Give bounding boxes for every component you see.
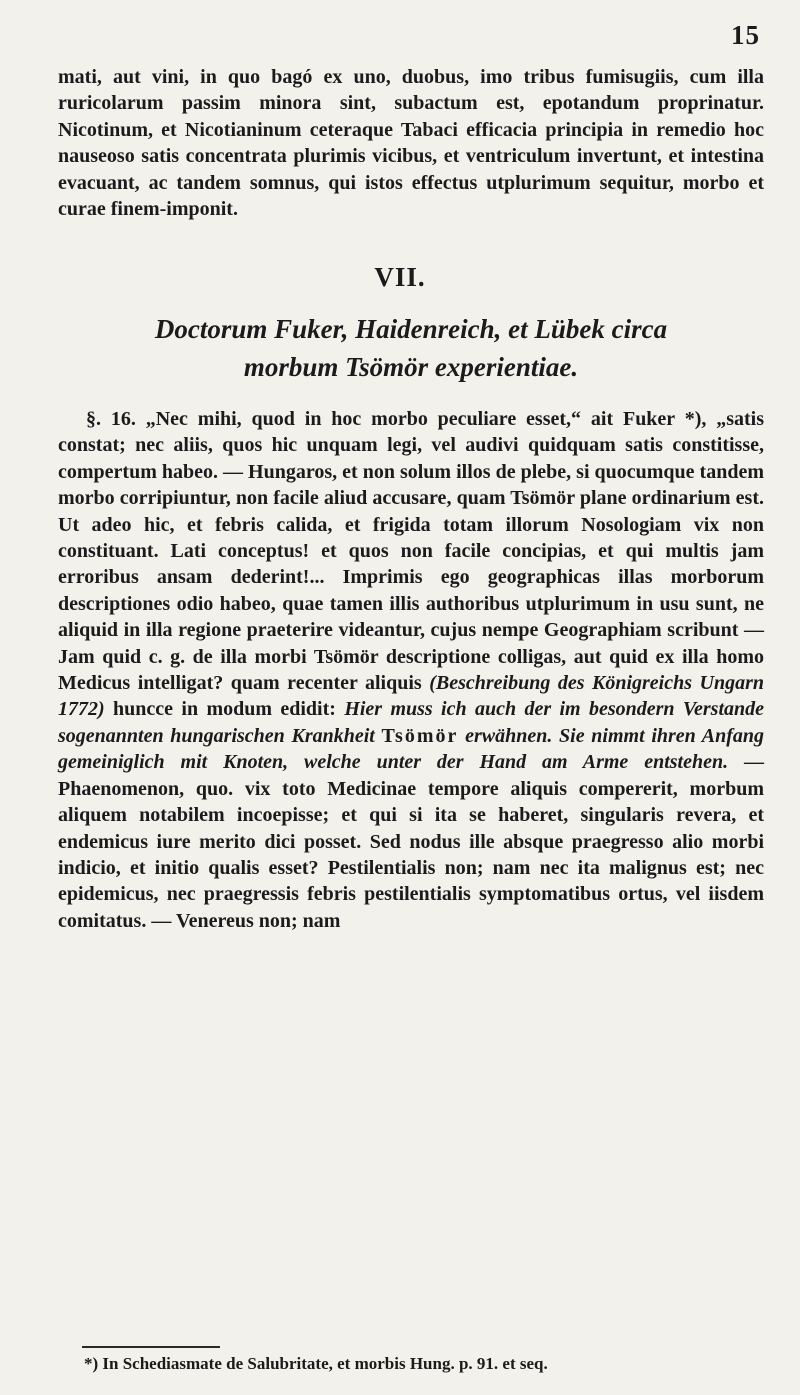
citation: (Beschreibung des Königreichs Ungarn 1772) bbox=[58, 672, 764, 721]
body-text-part-1: §. 16. „Nec mihi, quod in hoc morbo peculiare esset,“ ait Fuker *), „satis constat; nec aliis, quos hic unquam legi, vel audivi quidquam satis constitisse, compertum habeo. — Hungaros, et non solum illos de plebe, si quocumque tandem morbo corripiuntur, non facile aliud accusare, quam Tsömör plane ordinarium est. Ut adeo hic, et febris calida, et frigida totam illorum Nosologiam vix non constituant. Lati conceptus! et quos non facile concipias, et qui multis jam erroribus ansam dederint!... Imprimis ego geographicas illas morborum descriptiones odio habeo, quae tamen illis authoribus utplurimum in usu sunt, ne aliquid in illa regione praeterire videantur, cujus nempe Geographiam scribunt — Jam quid c. g. de illa morbi Tsömör descriptione colligas, aut quid ex illa homo Medicus intelligat? quam recenter aliquis bbox=[58, 408, 764, 695]
body-text-part-2: huncce in modum edidit: bbox=[113, 698, 336, 721]
section-title-line-1: Doctorum Fuker, Haidenreich, et Lübek circa bbox=[154, 314, 668, 344]
tsomor-word: Tsömör bbox=[381, 724, 459, 747]
page-number: 15 bbox=[731, 20, 760, 50]
section-title bbox=[58, 310, 764, 386]
footnote-divider bbox=[82, 1346, 220, 1348]
body-text-part-3: — Phaenomenon, quo. vix toto Medicinae tempore aliquis compererit, morbum aliquem notabilem incoepisse; et qui si ita se haberet, singularis revera, et endemicus iure merito dici posset. Sed nodus ille absque praegresso alio morbi indicio, et initio qualis esset? Pestilentialis non; nam nec ita malignus est; nec epidemicus, nec praegressis febris pestilentialis symptomatibus ortus, vel iisdem comitatus. — Venereus non; nam bbox=[58, 751, 765, 932]
paragraph-body bbox=[58, 406, 764, 934]
main-paragraph bbox=[58, 406, 764, 934]
section-title-line-2: morbum Tsömör experientiae. bbox=[243, 352, 579, 382]
german-quote-a: Hier muss ich auch der im besondern Verstande sogenannten hungarischen Krankheit bbox=[58, 698, 765, 747]
top-paragraph: mati, aut vini, in quo bagó ex uno, duobus, imo tribus fumisugiis, cum illa ruricolarum passim minora sint, subactum est, epotandum proprinatur. Nicotinum, et Nicotianinum ceteraque Tabaci efficacia principia in remedio hoc nauseoso satis concentrata plurimis vicibus, et ventriculum invertunt, et intestina evacuant, ac tandem somnus, qui istos effectus utplurimum sequitur, morbo et curae finem-imponit. bbox=[58, 66, 764, 221]
german-quote-b: erwähnen. Sie nimmt ihren Anfang gemeiniglich mit Knoten, welche unter der Hand am Arme entstehen. bbox=[58, 724, 765, 774]
footnote: *) In Schediasmate de Salubritate, et morbis Hung. p. 91. et seq. bbox=[84, 1354, 548, 1373]
section-number: VII. bbox=[374, 262, 426, 292]
